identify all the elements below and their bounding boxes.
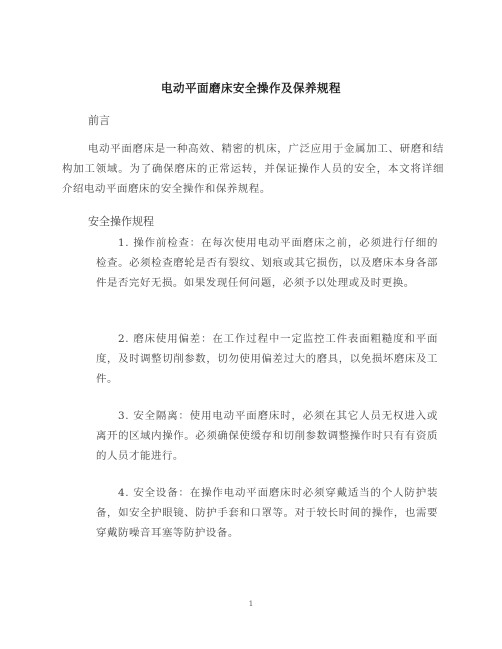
document-title: 电动平面磨床安全操作及保养规程: [161, 81, 341, 95]
preface-heading: 前言: [88, 114, 110, 127]
safety-item-3: 3. 安全隔离：使用电动平面磨床时，必须在其它人员无权进入或离开的区域内操作。必须确保使缓存和切削参数调整操作时只有有资质的人员才能进行。: [96, 410, 438, 462]
safety-item-2: 2. 磨床使用偏差：在工作过程中一定监控工件表面粗糙度和平面度，及时调整切削参数，切勿使用偏差过大的磨具，以免损坏磨床及工件。: [96, 333, 438, 385]
safety-rules-heading: 安全操作规程: [88, 215, 154, 228]
safety-item-1: 1. 操作前检查：在每次使用电动平面磨床之前，必须进行仔细的检查。必须检查磨轮是否有裂纹、划痕或其它损伤，以及磨床本身各部件是否完好无损。如果发现任何问题，必须予以处理或及时更换。: [96, 237, 438, 289]
preface-paragraph: 电动平面磨床是一种高效、精密的机床，广泛应用于金属加工、研磨和结构加工领域。为了确保磨床的正常运转，并保证操作人员的安全，本文将详细介绍电动平面磨床的安全操作和保养规程。: [62, 143, 444, 195]
safety-item-4: 4. 安全设备：在操作电动平面磨床时必须穿戴适当的个人防护装备，如安全护眼镜、防护手套和口罩等。对于较长时间的操作，也需要穿戴防噪音耳塞等防护设备。: [96, 487, 438, 539]
page-number: 1: [248, 600, 254, 608]
